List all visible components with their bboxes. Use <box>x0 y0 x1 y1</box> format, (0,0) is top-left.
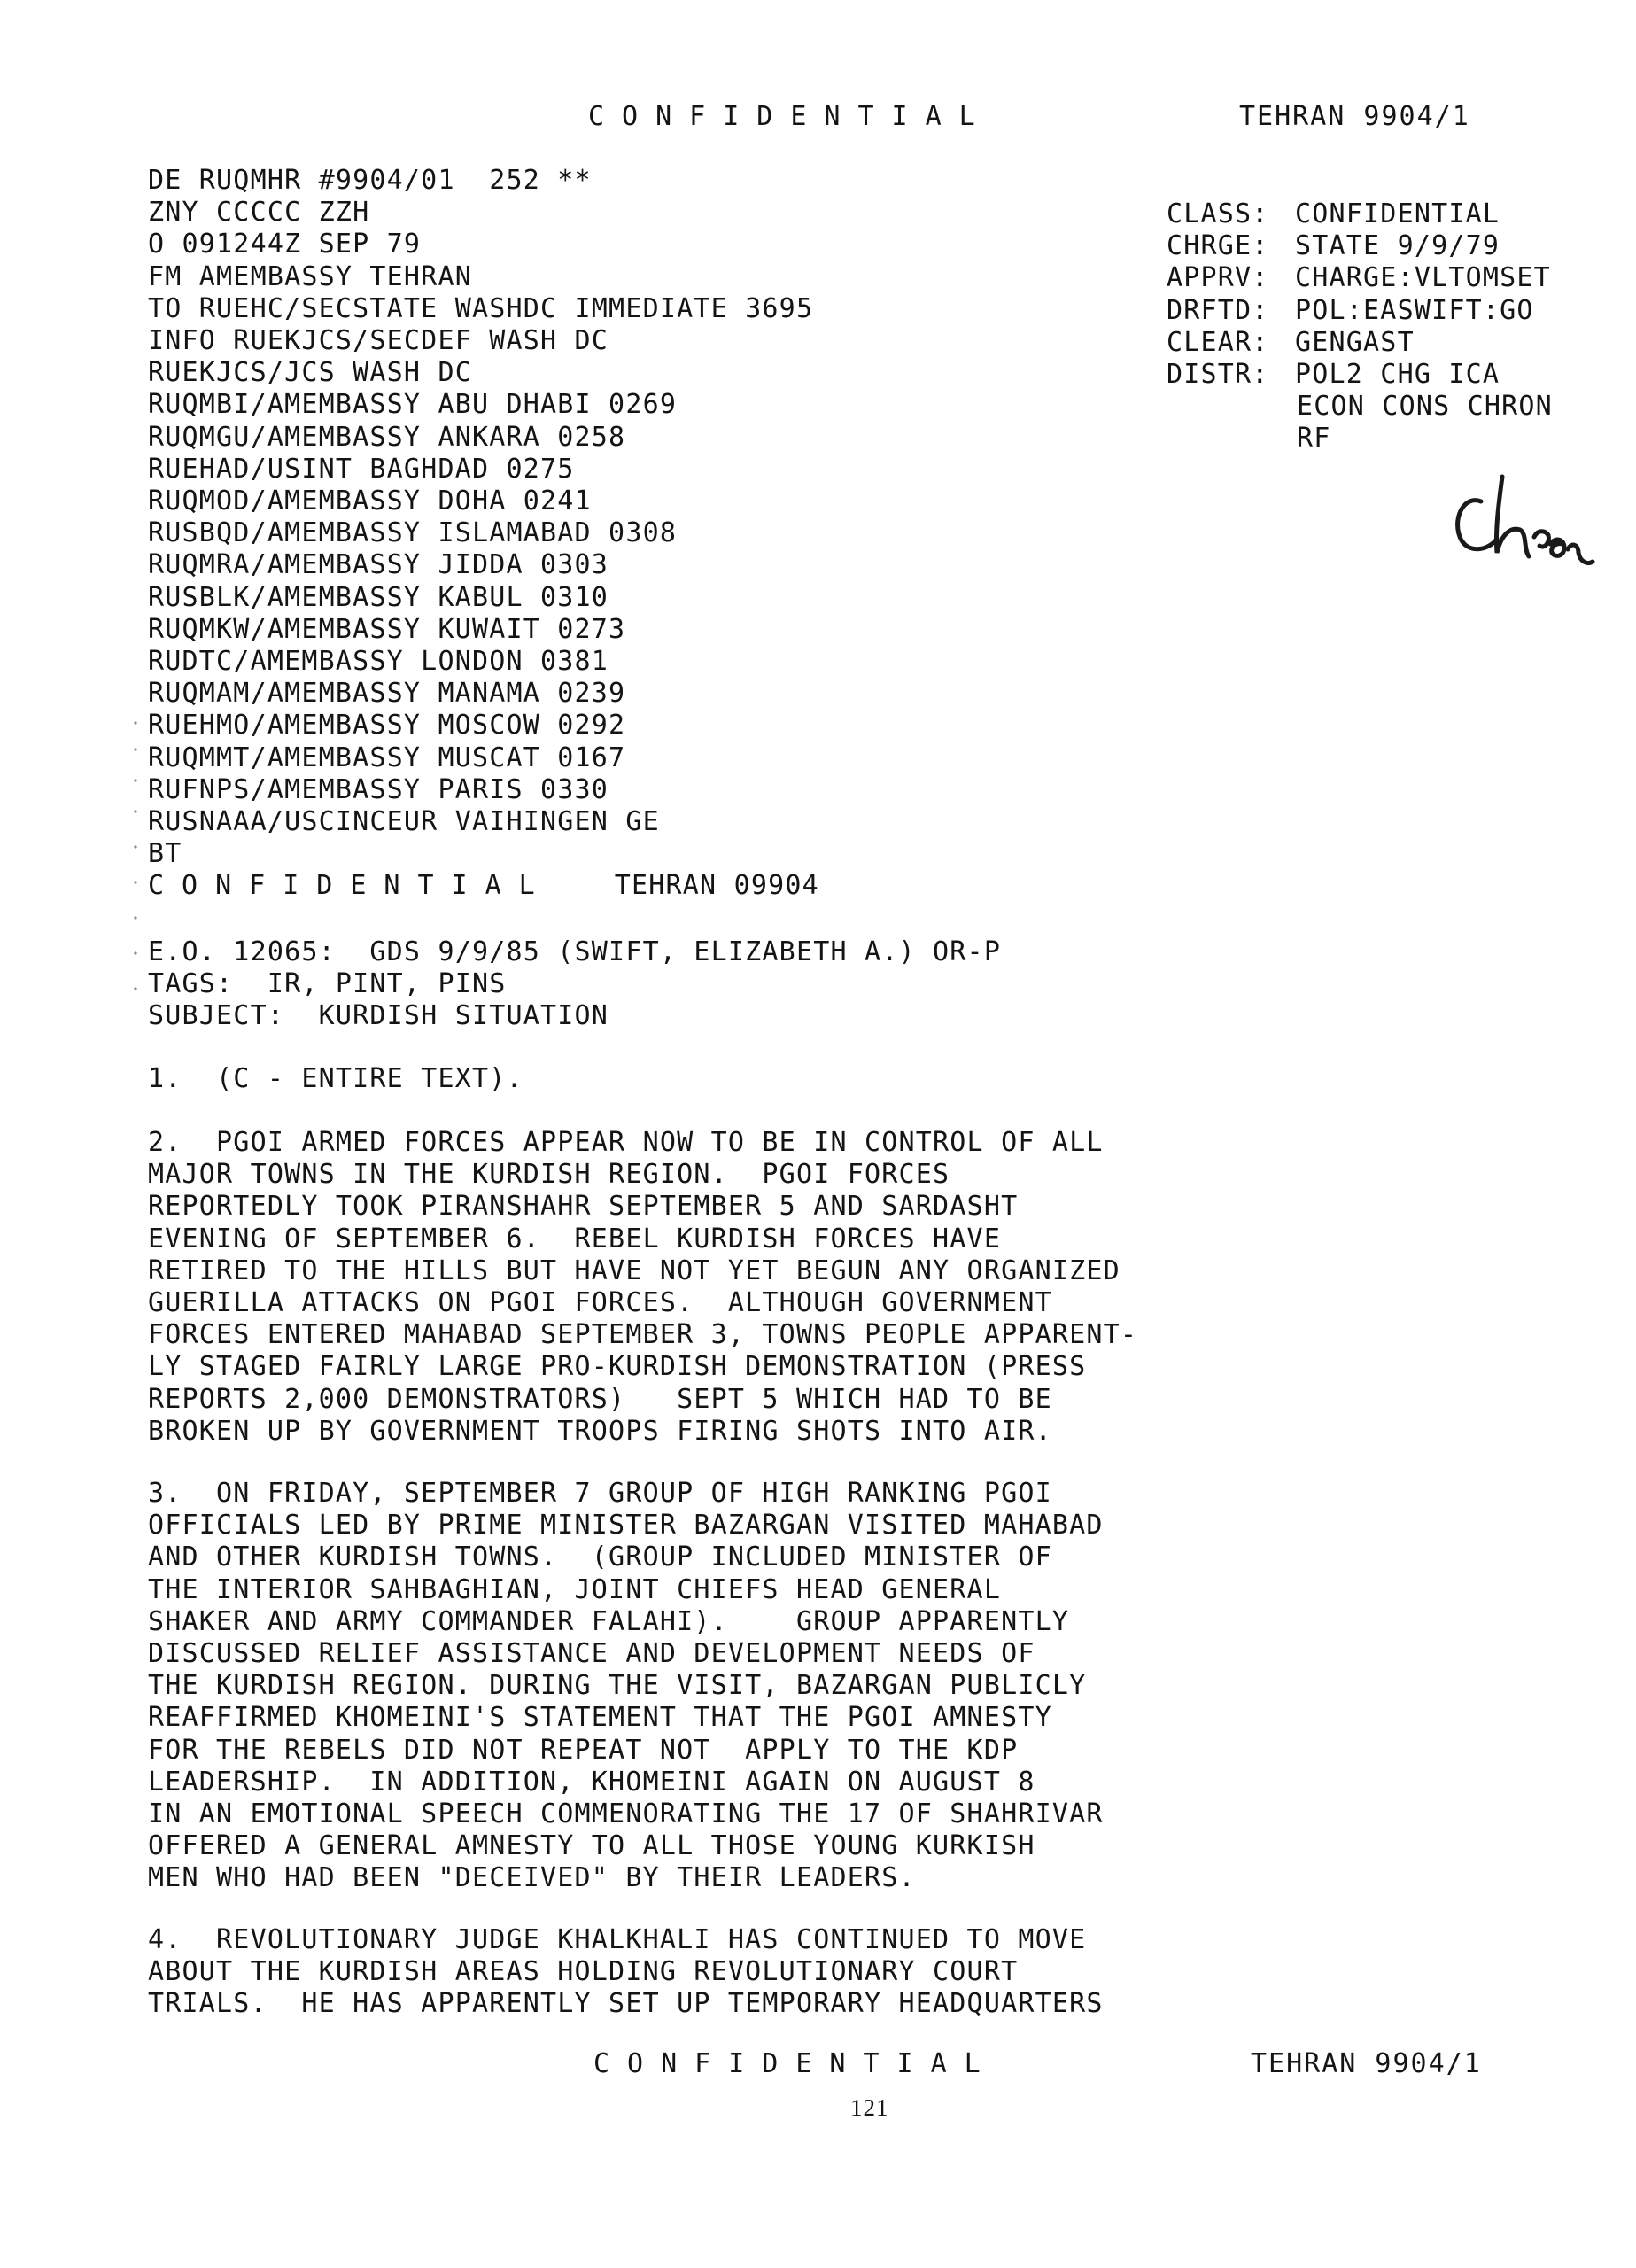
paragraph-2 <box>148 1127 1137 1448</box>
meta-key: CLEAR: <box>1167 326 1269 358</box>
meta-value: POL2 CHG ICA <box>1295 359 1500 391</box>
paragraph-line: REAFFIRMED KHOMEINI'S STATEMENT THAT THE PGOI AMNESTY <box>148 1702 1052 1734</box>
routing-line: DE RUQMHR #9904/01 252 ** <box>148 165 592 196</box>
meta-key: CLASS: <box>1167 198 1269 229</box>
routing-line: RUQMAM/AMEMBASSY MANAMA 0239 <box>148 678 626 710</box>
handwritten-chron-signature <box>1446 468 1598 583</box>
paragraph-line: OFFERED A GENERAL AMNESTY TO ALL THOSE YOUNG KURKISH <box>148 1830 1035 1862</box>
meta-key: DISTR: <box>1167 359 1269 391</box>
routing-line: TO RUEHC/SECSTATE WASHDC IMMEDIATE 3695 <box>148 292 814 324</box>
footer-classification: CONFIDENTIAL <box>593 2048 998 2079</box>
meta-value: GENGAST <box>1295 326 1415 358</box>
margin-punch-marks <box>131 714 140 1015</box>
paragraph-line: REPORTEDLY TOOK PIRANSHAHR SEPTEMBER 5 AND SARDASHT <box>148 1191 1019 1223</box>
footer-reference: TEHRAN 9904/1 <box>1251 2048 1482 2079</box>
paragraph-line: 4. REVOLUTIONARY JUDGE KHALKHALI HAS CONTINUED TO MOVE <box>148 1924 1087 1955</box>
eo-line: TAGS: IR, PINT, PINS <box>148 968 507 1000</box>
paragraph-line: FORCES ENTERED MAHABAD SEPTEMBER 3, TOWNS PEOPLE APPARENT- <box>148 1319 1138 1351</box>
meta-value: STATE 9/9/79 <box>1295 230 1500 262</box>
routing-line: FM AMEMBASSY TEHRAN <box>148 260 472 292</box>
inner-classification: CONFIDENTIAL <box>148 870 553 901</box>
routing-line: RUEHAD/USINT BAGHDAD 0275 <box>148 453 575 485</box>
header-reference: TEHRAN 9904/1 <box>1239 101 1470 132</box>
paragraph-line: GUERILLA ATTACKS ON PGOI FORCES. ALTHOUGH GOVERNMENT <box>148 1287 1052 1319</box>
meta-value: CONFIDENTIAL <box>1295 198 1500 229</box>
routing-line: RUQMBI/AMEMBASSY ABU DHABI 0269 <box>148 389 678 421</box>
paragraph-line: IN AN EMOTIONAL SPEECH COMMENORATING THE 17 OF SHAHRIVAR <box>148 1798 1104 1830</box>
meta-row <box>1167 359 1553 391</box>
routing-line: BT <box>148 838 182 870</box>
paragraph-line: FOR THE REBELS DID NOT REPEAT NOT APPLY TO THE KDP <box>148 1734 1019 1766</box>
inner-reference: TEHRAN 09904 <box>614 870 819 901</box>
meta-row <box>1167 262 1553 294</box>
paragraph-line: THE INTERIOR SAHBAGHIAN, JOINT CHIEFS HEAD GENERAL <box>148 1573 1002 1605</box>
meta-row <box>1167 327 1553 359</box>
routing-line: INFO RUEKJCS/SECDEF WASH DC <box>148 325 609 357</box>
paragraph-line: MAJOR TOWNS IN THE KURDISH REGION. PGOI FORCES <box>148 1159 950 1191</box>
page-number: 121 <box>850 2094 889 2121</box>
routing-line: RUQMMT/AMEMBASSY MUSCAT 0167 <box>148 742 626 773</box>
paragraph-line: SHAKER AND ARMY COMMANDER FALAHI). GROUP APPARENTLY <box>148 1605 1070 1637</box>
meta-extra-line: ECON CONS CHRON <box>1297 391 1553 423</box>
meta-row <box>1167 230 1553 262</box>
routing-line: RUQMGU/AMEMBASSY ANKARA 0258 <box>148 421 626 453</box>
paragraph-line: AND OTHER KURDISH TOWNS. (GROUP INCLUDED MINISTER OF <box>148 1542 1052 1573</box>
paragraph-line: LY STAGED FAIRLY LARGE PRO-KURDISH DEMONSTRATION (PRESS <box>148 1351 1087 1383</box>
paragraph-line: EVENING OF SEPTEMBER 6. REBEL KURDISH FORCES HAVE <box>148 1223 1002 1254</box>
routing-line: RUSNAAA/USCINCEUR VAIHINGEN GE <box>148 806 660 838</box>
meta-row <box>1167 295 1553 327</box>
paragraph-line: ABOUT THE KURDISH AREAS HOLDING REVOLUTIONARY COURT <box>148 1956 1019 1988</box>
routing-line: ZNY CCCCC ZZH <box>148 197 370 229</box>
paragraph-3 <box>148 1478 1104 1895</box>
meta-extra-line: RF <box>1297 423 1331 454</box>
header-classification: CONFIDENTIAL <box>588 101 993 132</box>
meta-key: CHRGE: <box>1167 230 1269 262</box>
paragraph-line: LEADERSHIP. IN ADDITION, KHOMEINI AGAIN ON AUGUST 8 <box>148 1766 1035 1798</box>
paragraph-1 <box>148 1063 523 1095</box>
meta-row <box>1167 198 1553 230</box>
meta-value: CHARGE:VLTOMSET <box>1295 262 1551 294</box>
paragraph-line: 3. ON FRIDAY, SEPTEMBER 7 GROUP OF HIGH RANKING PGOI <box>148 1478 1052 1509</box>
routing-line: RUEKJCS/JCS WASH DC <box>148 357 472 389</box>
paragraph-line: 1. (C - ENTIRE TEXT). <box>148 1063 523 1094</box>
paragraph-line: THE KURDISH REGION. DURING THE VISIT, BAZARGAN PUBLICLY <box>148 1670 1087 1702</box>
paragraph-line: 2. PGOI ARMED FORCES APPEAR NOW TO BE IN CONTROL OF ALL <box>148 1127 1104 1158</box>
eo-tags-subject-block <box>148 936 1001 1033</box>
routing-line: RUSBLK/AMEMBASSY KABUL 0310 <box>148 581 609 613</box>
routing-line: RUQMRA/AMEMBASSY JIDDA 0303 <box>148 549 609 581</box>
paragraph-4 <box>148 1924 1104 2021</box>
routing-line: RUQMKW/AMEMBASSY KUWAIT 0273 <box>148 613 626 645</box>
paragraph-line: TRIALS. HE HAS APPARENTLY SET UP TEMPORARY HEADQUARTERS <box>148 1988 1104 2020</box>
meta-block <box>1167 198 1553 455</box>
routing-line: RUDTC/AMEMBASSY LONDON 0381 <box>148 646 609 678</box>
routing-line: RUSBQD/AMEMBASSY ISLAMABAD 0308 <box>148 517 678 549</box>
paragraph-line: REPORTS 2,000 DEMONSTRATORS) SEPT 5 WHICH HAD TO BE <box>148 1383 1052 1415</box>
meta-key: DRFTD: <box>1167 294 1269 326</box>
routing-block <box>148 165 813 870</box>
paragraph-line: RETIRED TO THE HILLS BUT HAVE NOT YET BEGUN ANY ORGANIZED <box>148 1254 1120 1286</box>
paragraph-line: DISCUSSED RELIEF ASSISTANCE AND DEVELOPMENT NEEDS OF <box>148 1638 1035 1670</box>
paragraph-line: BROKEN UP BY GOVERNMENT TROOPS FIRING SHOTS INTO AIR. <box>148 1415 1052 1447</box>
routing-line: RUFNPS/AMEMBASSY PARIS 0330 <box>148 773 609 805</box>
inner-header <box>148 870 819 902</box>
paragraph-line: OFFICIALS LED BY PRIME MINISTER BAZARGAN VISITED MAHABAD <box>148 1510 1104 1542</box>
routing-line: RUEHMO/AMEMBASSY MOSCOW 0292 <box>148 710 626 742</box>
routing-line: RUQMOD/AMEMBASSY DOHA 0241 <box>148 485 592 517</box>
eo-line: SUBJECT: KURDISH SITUATION <box>148 1000 609 1032</box>
meta-key: APPRV: <box>1167 262 1269 294</box>
eo-line: E.O. 12065: GDS 9/9/85 (SWIFT, ELIZABETH A.) OR-P <box>148 936 1002 967</box>
paragraph-line: MEN WHO HAD BEEN "DECEIVED" BY THEIR LEADERS. <box>148 1862 916 1894</box>
meta-value: POL:EASWIFT:GO <box>1295 294 1534 326</box>
routing-line: O 091244Z SEP 79 <box>148 229 422 260</box>
